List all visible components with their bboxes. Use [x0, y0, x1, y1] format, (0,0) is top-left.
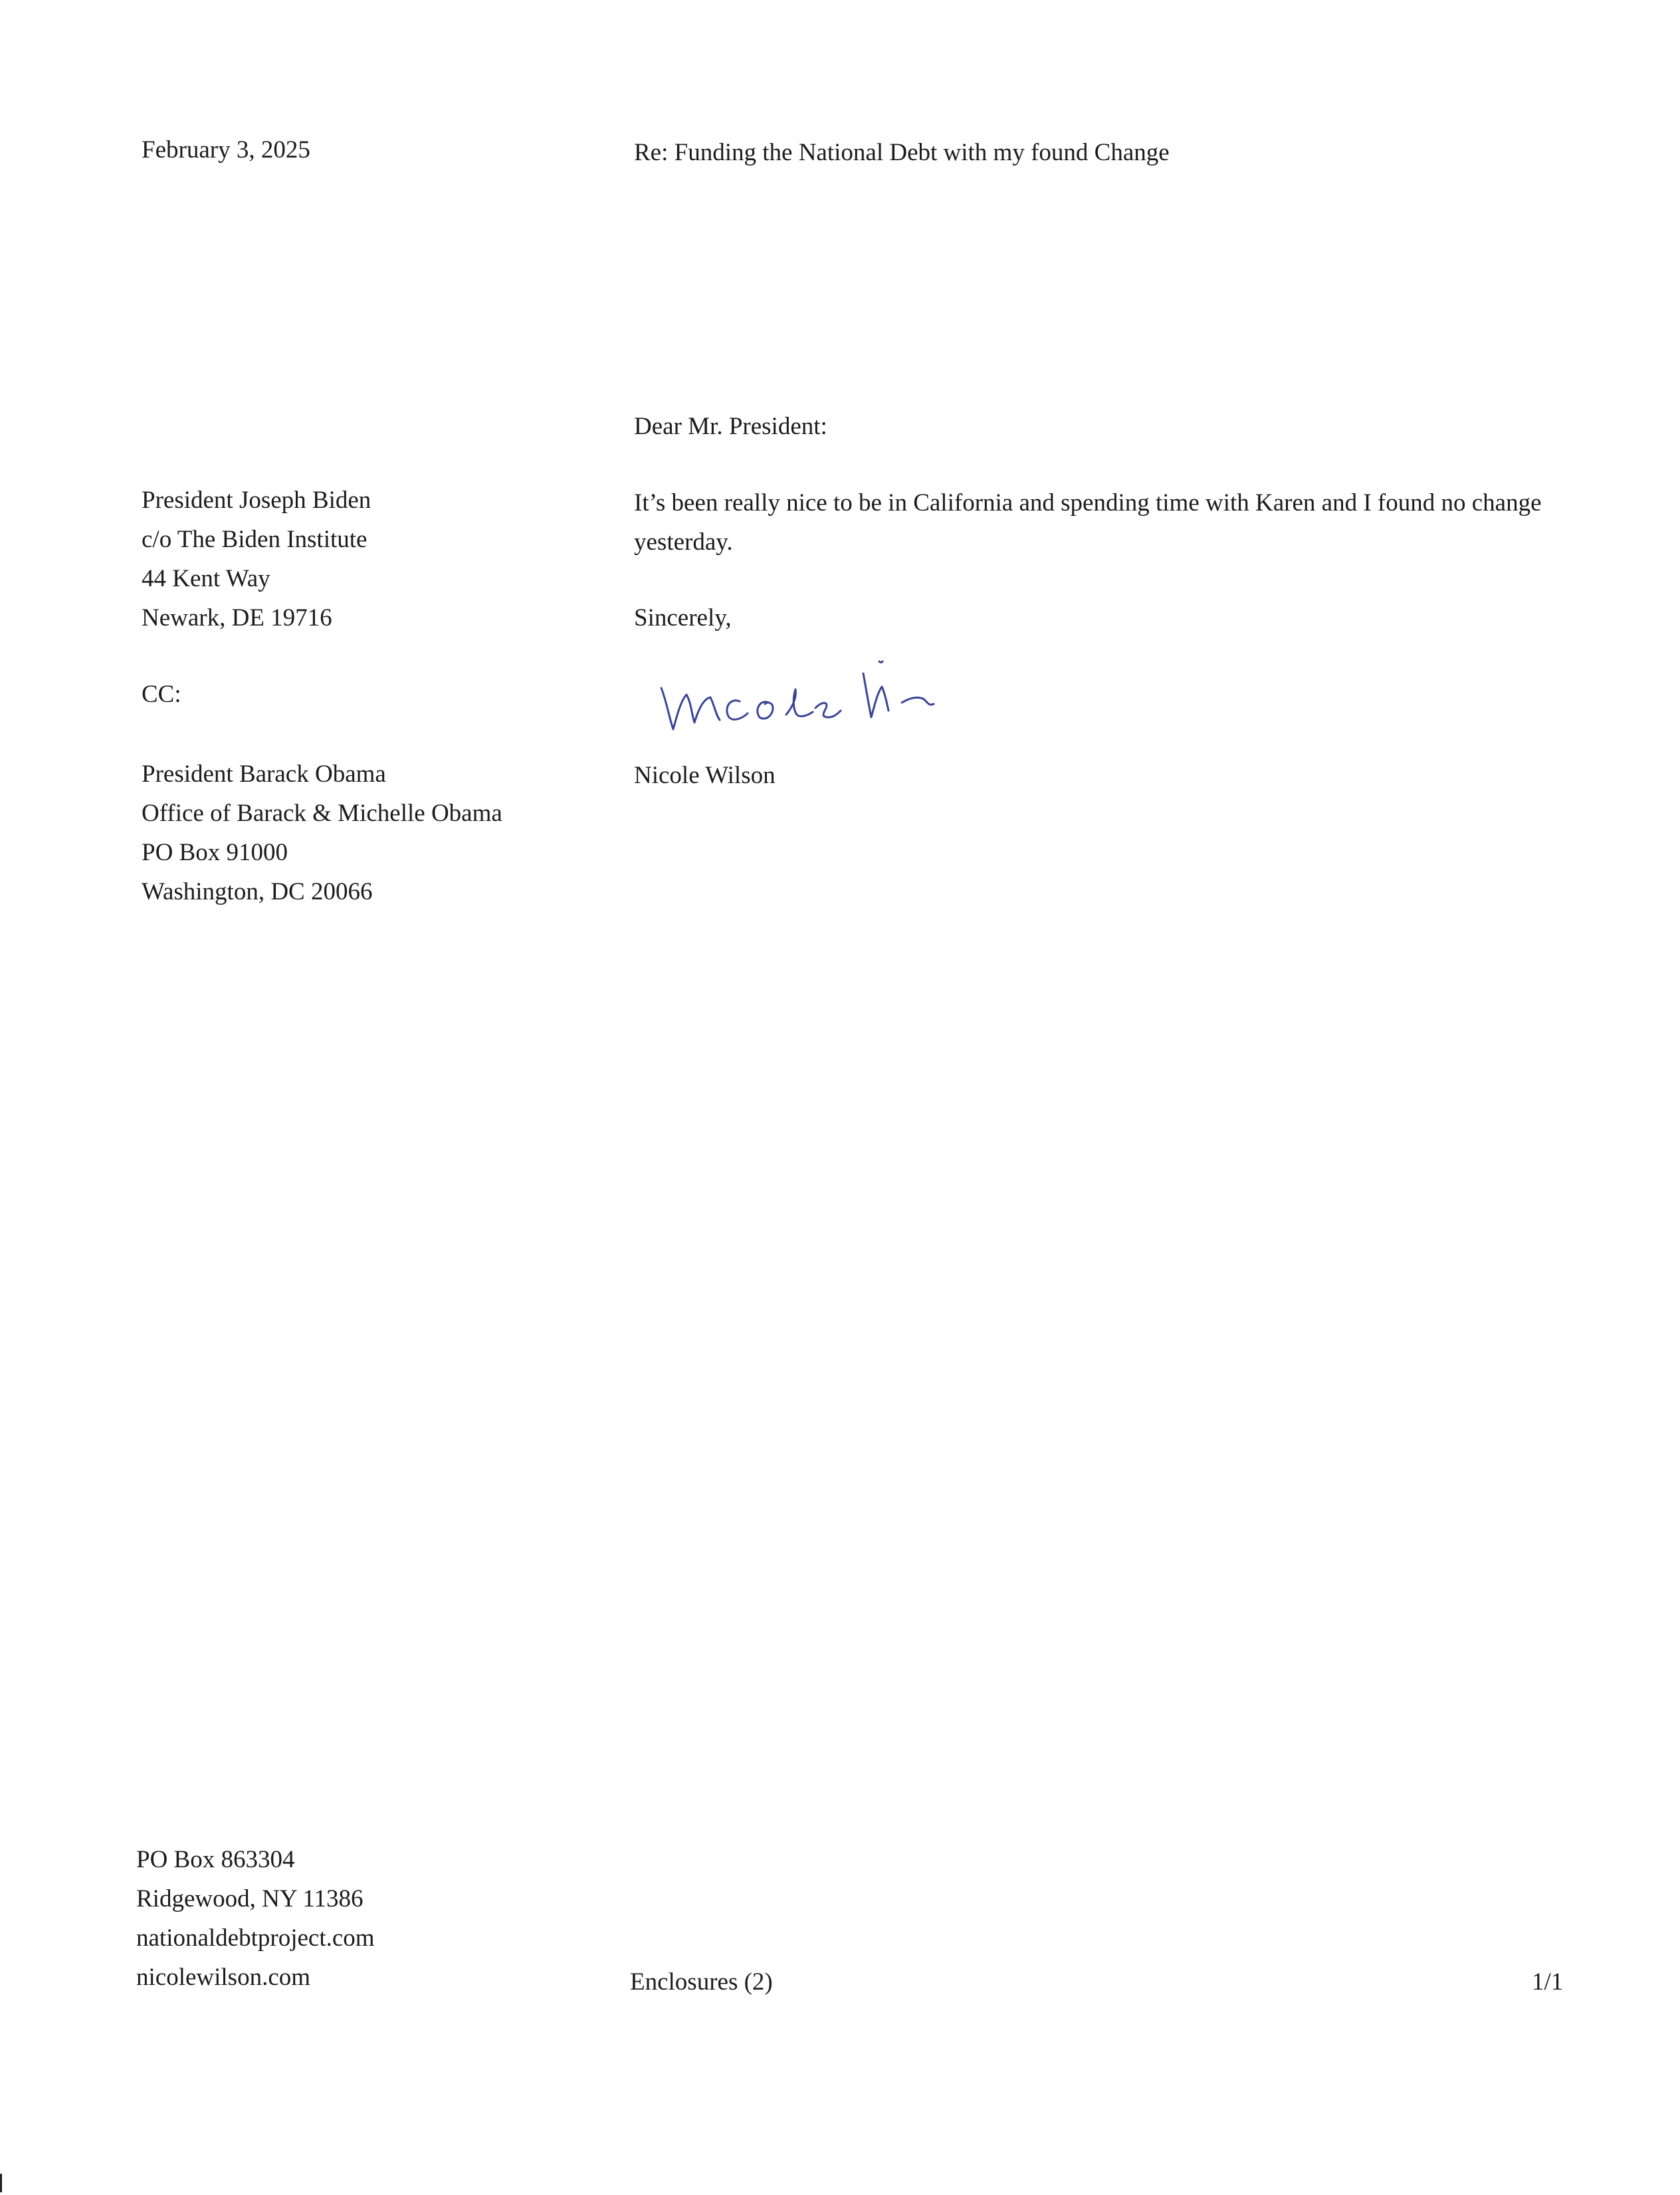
signer-name: Nicole Wilson	[634, 762, 776, 789]
addressee-line: President Joseph Biden	[142, 487, 371, 514]
cc-recipient-line: PO Box 91000	[142, 839, 288, 866]
letter-closing: Sincerely,	[634, 604, 732, 632]
scan-edge-mark	[0, 2174, 2, 2192]
sender-address-line: Ridgewood, NY 11386	[136, 1885, 364, 1912]
cc-recipient-line: Washington, DC 20066	[142, 878, 373, 905]
salutation: Dear Mr. President:	[634, 413, 827, 440]
cc-recipient-line: Office of Barack & Michelle Obama	[142, 800, 502, 827]
handwritten-signature	[655, 648, 967, 748]
sender-info-block	[136, 1840, 375, 1997]
addressee-line: 44 Kent Way	[142, 565, 270, 592]
page-number: 1/1	[1532, 1968, 1564, 1996]
signature-drawing	[655, 648, 967, 748]
addressee-block	[142, 481, 371, 637]
letter-date: February 3, 2025	[142, 136, 310, 164]
enclosures-note: Enclosures (2)	[630, 1968, 773, 1996]
sender-website: nicolewilson.com	[136, 1964, 311, 1991]
letter-subject: Re: Funding the National Debt with my found Change	[634, 139, 1170, 166]
cc-recipient-line: President Barack Obama	[142, 760, 386, 788]
addressee-line: c/o The Biden Institute	[142, 526, 368, 553]
cc-label: CC:	[142, 681, 181, 708]
cc-recipient-block	[142, 754, 502, 911]
sender-website: nationaldebtproject.com	[136, 1924, 375, 1952]
addressee-line: Newark, DE 19716	[142, 604, 332, 632]
letter-body: It’s been really nice to be in California and spending time with Karen and I found no change yesterday.	[634, 489, 1542, 556]
sender-address-line: PO Box 863304	[136, 1846, 295, 1873]
